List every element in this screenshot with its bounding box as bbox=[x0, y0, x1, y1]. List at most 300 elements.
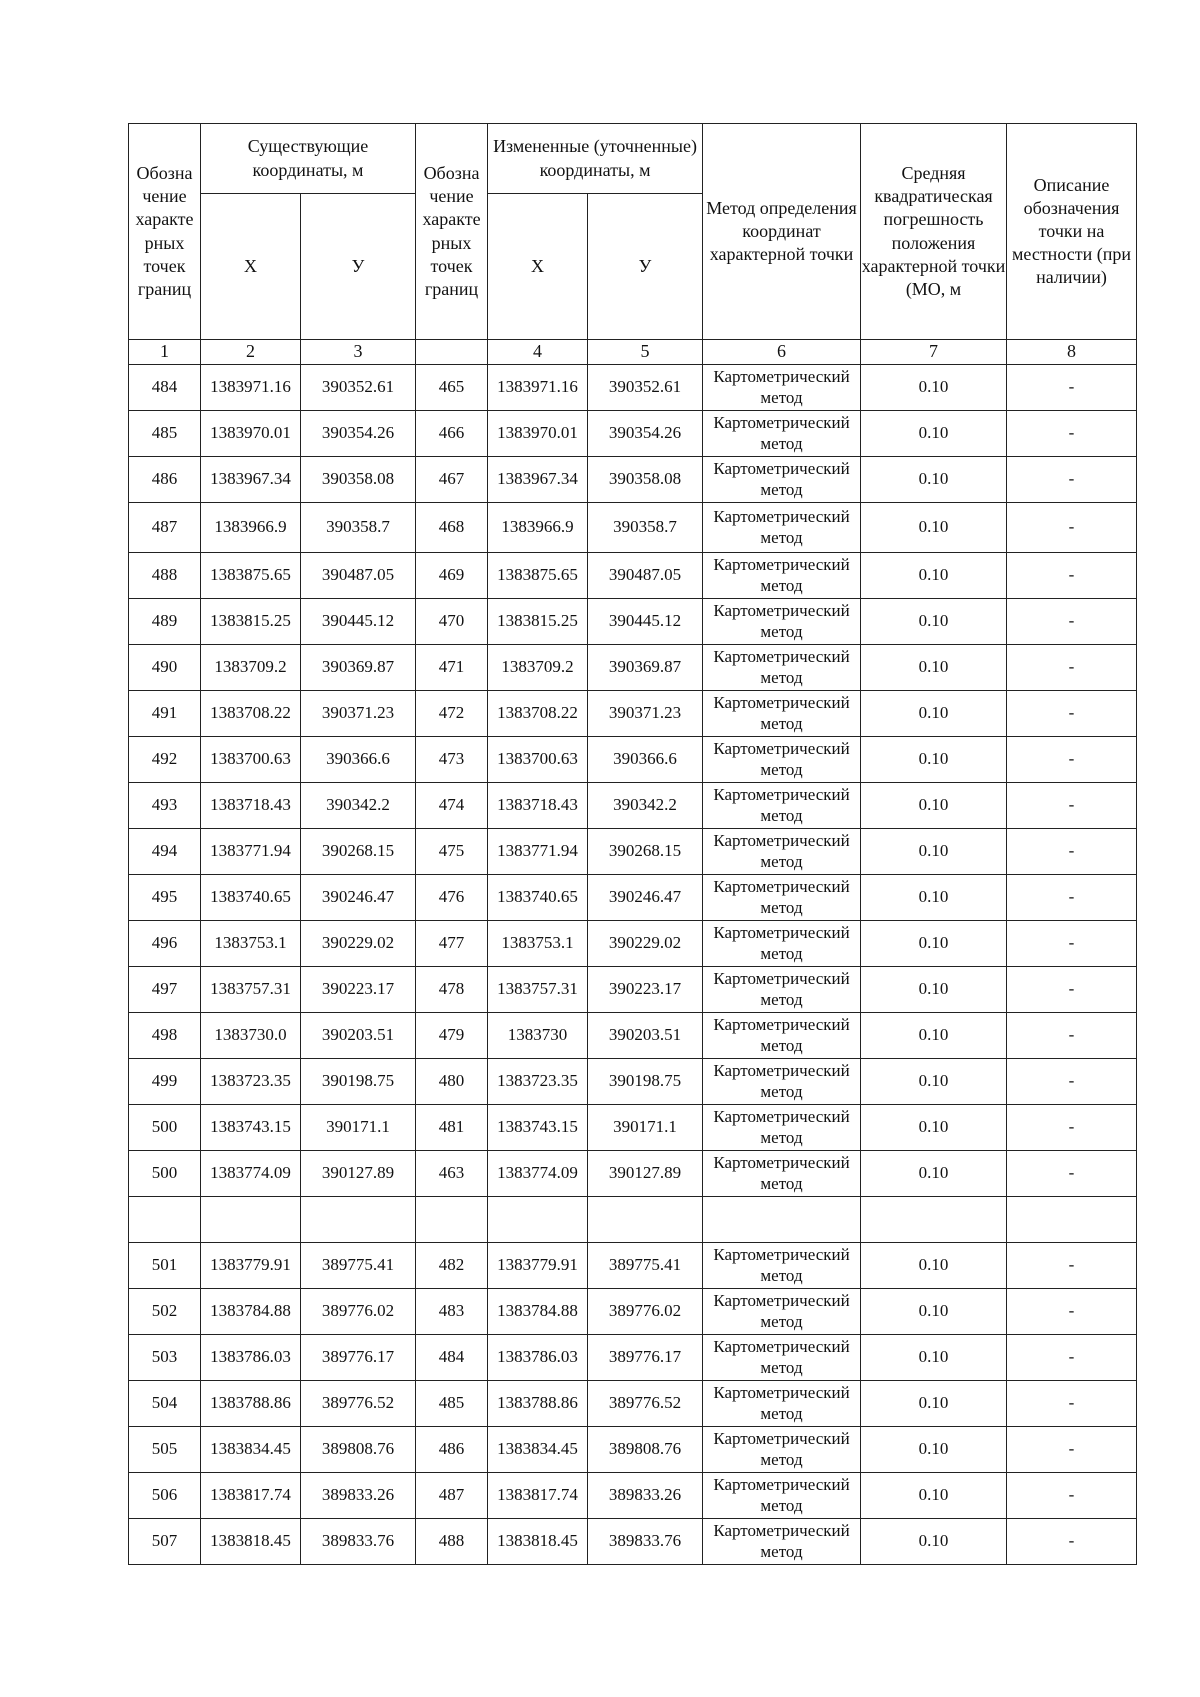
point-number-old-cell: 504 bbox=[129, 1381, 201, 1427]
y-old-cell: 389833.26 bbox=[301, 1473, 416, 1519]
point-number-new-cell: 463 bbox=[416, 1151, 488, 1197]
method-label-line2: метод bbox=[760, 1495, 803, 1515]
description-cell: - bbox=[1007, 737, 1137, 783]
description-cell: - bbox=[1007, 553, 1137, 599]
method-cell bbox=[703, 1105, 861, 1151]
header-existing-coords: Существующие координаты, м bbox=[201, 124, 416, 194]
x-old-cell: 1383708.22 bbox=[201, 691, 301, 737]
method-cell bbox=[703, 921, 861, 967]
point-number-new-cell: 470 bbox=[416, 599, 488, 645]
table-row bbox=[129, 1473, 1137, 1519]
method-cell bbox=[703, 783, 861, 829]
point-number-new-cell: 476 bbox=[416, 875, 488, 921]
description-cell: - bbox=[1007, 503, 1137, 553]
method-label-line2: метод bbox=[760, 1127, 803, 1147]
method-cell bbox=[703, 645, 861, 691]
method-label-line2: метод bbox=[760, 527, 803, 547]
x-new-cell: 1383786.03 bbox=[488, 1335, 588, 1381]
point-number-old-cell: 497 bbox=[129, 967, 201, 1013]
x-new-cell: 1383784.88 bbox=[488, 1289, 588, 1335]
y-old-cell: 390369.87 bbox=[301, 645, 416, 691]
table-row bbox=[129, 1427, 1137, 1473]
x-new-cell: 1383966.9 bbox=[488, 503, 588, 553]
description-cell: - bbox=[1007, 967, 1137, 1013]
header-x-old: X bbox=[201, 194, 301, 340]
point-number-new-cell: 480 bbox=[416, 1059, 488, 1105]
method-cell bbox=[703, 553, 861, 599]
x-old-cell: 1383723.35 bbox=[201, 1059, 301, 1105]
point-number-new-cell: 472 bbox=[416, 691, 488, 737]
x-old-cell: 1383700.63 bbox=[201, 737, 301, 783]
method-cell bbox=[703, 737, 861, 783]
point-number-new-cell: 487 bbox=[416, 1473, 488, 1519]
empty-cell bbox=[201, 1197, 301, 1243]
y-new-cell: 390371.23 bbox=[588, 691, 703, 737]
y-new-cell: 390203.51 bbox=[588, 1013, 703, 1059]
y-new-cell: 390366.6 bbox=[588, 737, 703, 783]
point-number-old-cell: 502 bbox=[129, 1289, 201, 1335]
point-number-old-cell: 499 bbox=[129, 1059, 201, 1105]
x-new-cell: 1383779.91 bbox=[488, 1243, 588, 1289]
point-number-old-cell: 496 bbox=[129, 921, 201, 967]
x-old-cell: 1383740.65 bbox=[201, 875, 301, 921]
point-number-old-cell: 501 bbox=[129, 1243, 201, 1289]
method-label-line2: метод bbox=[760, 575, 803, 595]
method-label-line1: Картометрический bbox=[713, 507, 850, 527]
error-cell: 0.10 bbox=[861, 503, 1007, 553]
y-new-cell: 390358.08 bbox=[588, 457, 703, 503]
x-old-cell: 1383970.01 bbox=[201, 411, 301, 457]
x-new-cell: 1383718.43 bbox=[488, 783, 588, 829]
error-cell: 0.10 bbox=[861, 737, 1007, 783]
error-cell: 0.10 bbox=[861, 783, 1007, 829]
description-cell: - bbox=[1007, 1473, 1137, 1519]
table-row bbox=[129, 553, 1137, 599]
x-old-cell: 1383971.16 bbox=[201, 365, 301, 411]
error-cell: 0.10 bbox=[861, 645, 1007, 691]
column-number: 7 bbox=[861, 340, 1007, 365]
point-number-old-cell: 498 bbox=[129, 1013, 201, 1059]
error-cell: 0.10 bbox=[861, 457, 1007, 503]
error-cell: 0.10 bbox=[861, 967, 1007, 1013]
y-old-cell: 390358.7 bbox=[301, 503, 416, 553]
y-old-cell: 390445.12 bbox=[301, 599, 416, 645]
y-new-cell: 390223.17 bbox=[588, 967, 703, 1013]
x-new-cell: 1383730 bbox=[488, 1013, 588, 1059]
table-header bbox=[129, 124, 1137, 365]
method-label-line1: Картометрический bbox=[713, 877, 850, 897]
x-new-cell: 1383740.65 bbox=[488, 875, 588, 921]
error-cell: 0.10 bbox=[861, 1013, 1007, 1059]
y-old-cell: 390342.2 bbox=[301, 783, 416, 829]
description-cell: - bbox=[1007, 1427, 1137, 1473]
point-number-new-cell: 465 bbox=[416, 365, 488, 411]
y-new-cell: 389833.76 bbox=[588, 1519, 703, 1565]
point-number-old-cell: 491 bbox=[129, 691, 201, 737]
x-new-cell: 1383723.35 bbox=[488, 1059, 588, 1105]
x-new-cell: 1383788.86 bbox=[488, 1381, 588, 1427]
point-number-old-cell: 494 bbox=[129, 829, 201, 875]
coordinates-table bbox=[128, 123, 1137, 1565]
column-number: 4 bbox=[488, 340, 588, 365]
error-cell: 0.10 bbox=[861, 553, 1007, 599]
description-cell: - bbox=[1007, 1381, 1137, 1427]
point-number-old-cell: 490 bbox=[129, 645, 201, 691]
method-label-line1: Картометрический bbox=[713, 785, 850, 805]
method-label-line2: метод bbox=[760, 759, 803, 779]
y-new-cell: 390487.05 bbox=[588, 553, 703, 599]
x-old-cell: 1383834.45 bbox=[201, 1427, 301, 1473]
method-label-line2: метод bbox=[760, 713, 803, 733]
description-cell: - bbox=[1007, 1059, 1137, 1105]
x-new-cell: 1383709.2 bbox=[488, 645, 588, 691]
table-row bbox=[129, 691, 1137, 737]
y-new-cell: 390445.12 bbox=[588, 599, 703, 645]
x-new-cell: 1383971.16 bbox=[488, 365, 588, 411]
description-cell: - bbox=[1007, 457, 1137, 503]
y-old-cell: 390487.05 bbox=[301, 553, 416, 599]
method-cell bbox=[703, 1427, 861, 1473]
point-number-new-cell: 466 bbox=[416, 411, 488, 457]
method-label-line2: метод bbox=[760, 1311, 803, 1331]
error-cell: 0.10 bbox=[861, 1335, 1007, 1381]
y-new-cell: 389808.76 bbox=[588, 1427, 703, 1473]
method-label-line1: Картометрический bbox=[713, 647, 850, 667]
x-new-cell: 1383743.15 bbox=[488, 1105, 588, 1151]
x-old-cell: 1383788.86 bbox=[201, 1381, 301, 1427]
header-y-old: У bbox=[301, 194, 416, 340]
y-new-cell: 390352.61 bbox=[588, 365, 703, 411]
x-old-cell: 1383779.91 bbox=[201, 1243, 301, 1289]
error-cell: 0.10 bbox=[861, 921, 1007, 967]
point-number-old-cell: 485 bbox=[129, 411, 201, 457]
table-row bbox=[129, 503, 1137, 553]
method-label-line1: Картометрический bbox=[713, 1337, 850, 1357]
method-label-line2: метод bbox=[760, 1173, 803, 1193]
method-cell bbox=[703, 691, 861, 737]
table-row bbox=[129, 599, 1137, 645]
method-label-line2: метод bbox=[760, 1541, 803, 1561]
method-label-line1: Картометрический bbox=[713, 1015, 850, 1035]
column-number: 3 bbox=[301, 340, 416, 365]
method-cell bbox=[703, 365, 861, 411]
x-new-cell: 1383970.01 bbox=[488, 411, 588, 457]
point-number-new-cell: 479 bbox=[416, 1013, 488, 1059]
y-new-cell: 390369.87 bbox=[588, 645, 703, 691]
method-cell bbox=[703, 829, 861, 875]
column-number: 8 bbox=[1007, 340, 1137, 365]
method-cell bbox=[703, 503, 861, 553]
x-old-cell: 1383709.2 bbox=[201, 645, 301, 691]
point-number-old-cell: 493 bbox=[129, 783, 201, 829]
y-new-cell: 389775.41 bbox=[588, 1243, 703, 1289]
y-old-cell: 390366.6 bbox=[301, 737, 416, 783]
method-label-line2: метод bbox=[760, 1449, 803, 1469]
error-cell: 0.10 bbox=[861, 691, 1007, 737]
point-number-new-cell: 484 bbox=[416, 1335, 488, 1381]
description-cell: - bbox=[1007, 1243, 1137, 1289]
table-row bbox=[129, 645, 1137, 691]
point-number-new-cell: 469 bbox=[416, 553, 488, 599]
method-label-line1: Картометрический bbox=[713, 693, 850, 713]
error-cell: 0.10 bbox=[861, 365, 1007, 411]
point-number-new-cell: 473 bbox=[416, 737, 488, 783]
point-number-old-cell: 507 bbox=[129, 1519, 201, 1565]
point-number-new-cell: 482 bbox=[416, 1243, 488, 1289]
method-label-line1: Картометрический bbox=[713, 1153, 850, 1173]
method-cell bbox=[703, 1013, 861, 1059]
description-cell: - bbox=[1007, 1013, 1137, 1059]
table-row bbox=[129, 829, 1137, 875]
y-new-cell: 390171.1 bbox=[588, 1105, 703, 1151]
y-old-cell: 389833.76 bbox=[301, 1519, 416, 1565]
method-cell bbox=[703, 875, 861, 921]
description-cell: - bbox=[1007, 1289, 1137, 1335]
table-row bbox=[129, 1059, 1137, 1105]
point-number-new-cell: 485 bbox=[416, 1381, 488, 1427]
y-new-cell: 390127.89 bbox=[588, 1151, 703, 1197]
column-numbers-row bbox=[129, 340, 1137, 365]
empty-cell bbox=[588, 1197, 703, 1243]
method-cell bbox=[703, 1335, 861, 1381]
point-number-old-cell: 489 bbox=[129, 599, 201, 645]
x-old-cell: 1383784.88 bbox=[201, 1289, 301, 1335]
y-old-cell: 390203.51 bbox=[301, 1013, 416, 1059]
x-new-cell: 1383817.74 bbox=[488, 1473, 588, 1519]
y-new-cell: 389776.02 bbox=[588, 1289, 703, 1335]
error-cell: 0.10 bbox=[861, 411, 1007, 457]
point-number-new-cell: 474 bbox=[416, 783, 488, 829]
y-new-cell: 389833.26 bbox=[588, 1473, 703, 1519]
y-old-cell: 390223.17 bbox=[301, 967, 416, 1013]
method-cell bbox=[703, 1151, 861, 1197]
header-designation-old: Обозна чение характе рных точек границ bbox=[129, 124, 201, 340]
method-cell bbox=[703, 1243, 861, 1289]
description-cell: - bbox=[1007, 411, 1137, 457]
method-cell bbox=[703, 1473, 861, 1519]
y-new-cell: 390358.7 bbox=[588, 503, 703, 553]
method-cell bbox=[703, 967, 861, 1013]
y-old-cell: 390352.61 bbox=[301, 365, 416, 411]
column-number: 2 bbox=[201, 340, 301, 365]
method-label-line1: Картометрический bbox=[713, 367, 850, 387]
description-cell: - bbox=[1007, 783, 1137, 829]
y-old-cell: 389776.17 bbox=[301, 1335, 416, 1381]
method-cell bbox=[703, 411, 861, 457]
y-new-cell: 390342.2 bbox=[588, 783, 703, 829]
point-number-old-cell: 488 bbox=[129, 553, 201, 599]
y-new-cell: 390268.15 bbox=[588, 829, 703, 875]
method-cell bbox=[703, 1519, 861, 1565]
y-old-cell: 390371.23 bbox=[301, 691, 416, 737]
error-cell: 0.10 bbox=[861, 1519, 1007, 1565]
table-row bbox=[129, 783, 1137, 829]
y-old-cell: 389808.76 bbox=[301, 1427, 416, 1473]
description-cell: - bbox=[1007, 645, 1137, 691]
method-label-line1: Картометрический bbox=[713, 923, 850, 943]
point-number-old-cell: 503 bbox=[129, 1335, 201, 1381]
description-cell: - bbox=[1007, 691, 1137, 737]
point-number-new-cell: 471 bbox=[416, 645, 488, 691]
column-number bbox=[416, 340, 488, 365]
method-cell bbox=[703, 1381, 861, 1427]
point-number-old-cell: 495 bbox=[129, 875, 201, 921]
column-number: 5 bbox=[588, 340, 703, 365]
x-old-cell: 1383967.34 bbox=[201, 457, 301, 503]
x-new-cell: 1383753.1 bbox=[488, 921, 588, 967]
x-old-cell: 1383786.03 bbox=[201, 1335, 301, 1381]
empty-cell bbox=[861, 1197, 1007, 1243]
description-cell: - bbox=[1007, 921, 1137, 967]
method-label-line1: Картометрический bbox=[713, 1429, 850, 1449]
x-new-cell: 1383834.45 bbox=[488, 1427, 588, 1473]
y-old-cell: 390358.08 bbox=[301, 457, 416, 503]
description-cell: - bbox=[1007, 875, 1137, 921]
table-row bbox=[129, 737, 1137, 783]
method-label-line1: Картометрический bbox=[713, 969, 850, 989]
column-number: 6 bbox=[703, 340, 861, 365]
error-cell: 0.10 bbox=[861, 875, 1007, 921]
method-label-line2: метод bbox=[760, 897, 803, 917]
empty-cell bbox=[1007, 1197, 1137, 1243]
y-new-cell: 390198.75 bbox=[588, 1059, 703, 1105]
error-cell: 0.10 bbox=[861, 1289, 1007, 1335]
method-cell bbox=[703, 599, 861, 645]
x-old-cell: 1383743.15 bbox=[201, 1105, 301, 1151]
y-old-cell: 389775.41 bbox=[301, 1243, 416, 1289]
method-label-line1: Картометрический bbox=[713, 1383, 850, 1403]
point-number-new-cell: 483 bbox=[416, 1289, 488, 1335]
x-old-cell: 1383815.25 bbox=[201, 599, 301, 645]
description-cell: - bbox=[1007, 1105, 1137, 1151]
point-number-new-cell: 467 bbox=[416, 457, 488, 503]
description-cell: - bbox=[1007, 829, 1137, 875]
table-row bbox=[129, 457, 1137, 503]
column-number: 1 bbox=[129, 340, 201, 365]
x-new-cell: 1383757.31 bbox=[488, 967, 588, 1013]
error-cell: 0.10 bbox=[861, 1243, 1007, 1289]
point-number-old-cell: 484 bbox=[129, 365, 201, 411]
method-label-line2: метод bbox=[760, 851, 803, 871]
method-label-line1: Картометрический bbox=[713, 555, 850, 575]
header-designation-new: Обозна чение характе рных точек границ bbox=[416, 124, 488, 340]
point-number-new-cell: 488 bbox=[416, 1519, 488, 1565]
description-cell: - bbox=[1007, 365, 1137, 411]
error-cell: 0.10 bbox=[861, 1473, 1007, 1519]
header-description: Описание обозначения точки на местности (при наличии) bbox=[1007, 124, 1137, 340]
method-label-line1: Картометрический bbox=[713, 1521, 850, 1541]
point-number-new-cell: 468 bbox=[416, 503, 488, 553]
method-cell bbox=[703, 457, 861, 503]
y-old-cell: 390171.1 bbox=[301, 1105, 416, 1151]
method-label-line1: Картометрический bbox=[713, 459, 850, 479]
table-row bbox=[129, 365, 1137, 411]
point-number-new-cell: 478 bbox=[416, 967, 488, 1013]
table-row bbox=[129, 875, 1137, 921]
header-y-new: У bbox=[588, 194, 703, 340]
header-changed-coords: Измененные (уточненные) координаты, м bbox=[488, 124, 703, 194]
y-new-cell: 390246.47 bbox=[588, 875, 703, 921]
table-row bbox=[129, 1013, 1137, 1059]
description-cell: - bbox=[1007, 1519, 1137, 1565]
x-old-cell: 1383966.9 bbox=[201, 503, 301, 553]
x-new-cell: 1383875.65 bbox=[488, 553, 588, 599]
header-method: Метод определения координат характерной точки bbox=[703, 124, 861, 340]
method-label-line2: метод bbox=[760, 1081, 803, 1101]
x-old-cell: 1383818.45 bbox=[201, 1519, 301, 1565]
x-old-cell: 1383718.43 bbox=[201, 783, 301, 829]
y-old-cell: 390268.15 bbox=[301, 829, 416, 875]
x-new-cell: 1383815.25 bbox=[488, 599, 588, 645]
description-cell: - bbox=[1007, 1151, 1137, 1197]
method-label-line1: Картометрический bbox=[713, 1475, 850, 1495]
y-new-cell: 389776.17 bbox=[588, 1335, 703, 1381]
method-label-line2: метод bbox=[760, 387, 803, 407]
point-number-new-cell: 481 bbox=[416, 1105, 488, 1151]
description-cell: - bbox=[1007, 1335, 1137, 1381]
table-row bbox=[129, 1335, 1137, 1381]
table-row bbox=[129, 967, 1137, 1013]
x-old-cell: 1383730.0 bbox=[201, 1013, 301, 1059]
method-label-line2: метод bbox=[760, 479, 803, 499]
header-error: Средняя квадратическая погрешность положения характерной точки (МО, м bbox=[861, 124, 1007, 340]
method-label-line1: Картометрический bbox=[713, 1061, 850, 1081]
y-new-cell: 390229.02 bbox=[588, 921, 703, 967]
y-new-cell: 390354.26 bbox=[588, 411, 703, 457]
x-new-cell: 1383818.45 bbox=[488, 1519, 588, 1565]
point-number-new-cell: 486 bbox=[416, 1427, 488, 1473]
header-x-new: X bbox=[488, 194, 588, 340]
error-cell: 0.10 bbox=[861, 1381, 1007, 1427]
table-row bbox=[129, 1381, 1137, 1427]
method-cell bbox=[703, 1289, 861, 1335]
x-new-cell: 1383708.22 bbox=[488, 691, 588, 737]
x-old-cell: 1383753.1 bbox=[201, 921, 301, 967]
point-number-old-cell: 500 bbox=[129, 1151, 201, 1197]
y-old-cell: 389776.02 bbox=[301, 1289, 416, 1335]
x-old-cell: 1383875.65 bbox=[201, 553, 301, 599]
x-new-cell: 1383774.09 bbox=[488, 1151, 588, 1197]
method-label-line1: Картометрический bbox=[713, 831, 850, 851]
error-cell: 0.10 bbox=[861, 1151, 1007, 1197]
y-old-cell: 389776.52 bbox=[301, 1381, 416, 1427]
method-label-line1: Картометрический bbox=[713, 739, 850, 759]
empty-cell bbox=[416, 1197, 488, 1243]
table-row bbox=[129, 1105, 1137, 1151]
table-row bbox=[129, 921, 1137, 967]
separator-row bbox=[129, 1197, 1137, 1243]
description-cell: - bbox=[1007, 599, 1137, 645]
point-number-old-cell: 506 bbox=[129, 1473, 201, 1519]
error-cell: 0.10 bbox=[861, 599, 1007, 645]
point-number-old-cell: 505 bbox=[129, 1427, 201, 1473]
point-number-old-cell: 492 bbox=[129, 737, 201, 783]
method-label-line2: метод bbox=[760, 667, 803, 687]
x-old-cell: 1383771.94 bbox=[201, 829, 301, 875]
point-number-old-cell: 500 bbox=[129, 1105, 201, 1151]
empty-cell bbox=[301, 1197, 416, 1243]
method-label-line2: метод bbox=[760, 1035, 803, 1055]
error-cell: 0.10 bbox=[861, 829, 1007, 875]
x-new-cell: 1383967.34 bbox=[488, 457, 588, 503]
x-old-cell: 1383817.74 bbox=[201, 1473, 301, 1519]
method-label-line2: метод bbox=[760, 989, 803, 1009]
y-old-cell: 390246.47 bbox=[301, 875, 416, 921]
method-label-line2: метод bbox=[760, 433, 803, 453]
x-old-cell: 1383757.31 bbox=[201, 967, 301, 1013]
method-label-line2: метод bbox=[760, 1357, 803, 1377]
x-new-cell: 1383771.94 bbox=[488, 829, 588, 875]
